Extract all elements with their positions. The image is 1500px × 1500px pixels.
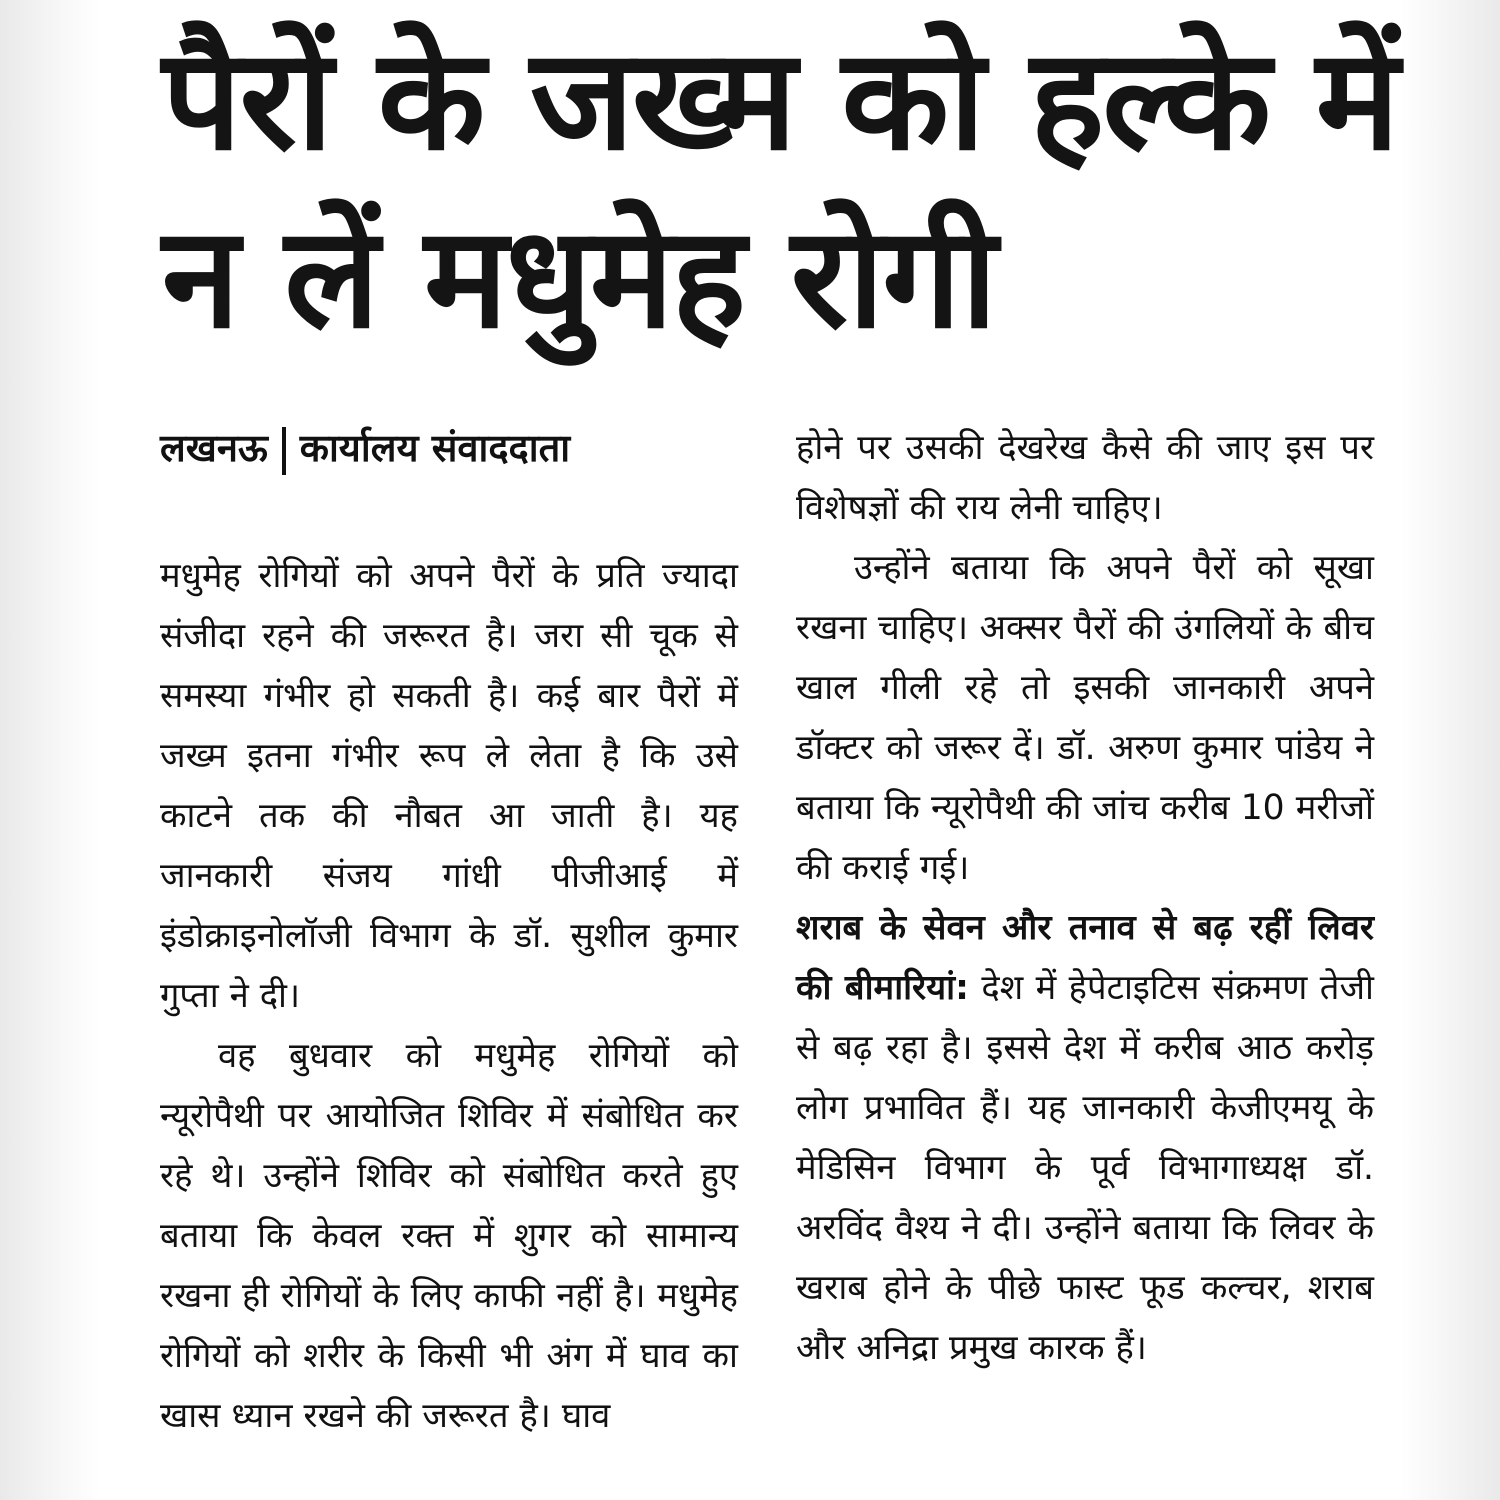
subheading-liver: शराब के सेवन और तनाव से बढ़ रहीं लिवर की बीमारियां: <box>796 908 1374 1008</box>
headline-line-2: न लें मधुमेह रोगी <box>162 197 996 360</box>
byline-reporter: कार्यालय संवाददाता <box>299 426 571 470</box>
right-column <box>796 418 1374 1378</box>
left-column <box>160 418 738 1446</box>
right-paragraph-3-text: देश में हेपेटाइटिस संक्रमण तेजी से बढ़ रहा है। इससे देश में करीब आठ करोड़ लोग प्रभावित हैं। यह जानकारी केजीएमयू के मेडिसिन विभाग के पूर्व विभागाध्यक्ष डॉ. अरविंद वैश्य ने दी। उन्होंने बताया कि लिवर के खराब होने के पीछे फास्ट फूड कल्चर, शराब और अनिद्रा प्रमुख कारक हैं। <box>796 968 1374 1368</box>
byline <box>160 418 738 478</box>
headline-line-1: पैरों के जख्म को हल्के में <box>162 19 1398 182</box>
left-paragraph-2: वह बुधवार को मधुमेह रोगियों को न्यूरोपैथी पर आयोजित शिविर में संबोधित कर रहे थे। उन्होंने शिविर को संबोधित करते हुए बताया कि केवल रक्त में शुगर को सामान्य रखना ही रोगियों के लिए काफी नहीं है। मधुमेह रोगियों को शरीर के किसी भी अंग में घाव का खास ध्यान रखने की जरूरत है। घाव <box>160 1036 738 1436</box>
right-paragraph-2: उन्होंने बताया कि अपने पैरों को सूखा रखना चाहिए। अक्सर पैरों की उंगलियों के बीच खाल गीली रहे तो इसकी जानकारी अपने डॉक्टर को जरूर दें। डॉ. अरुण कुमार पांडेय ने बताया कि न्यूरोपैथी की जांच करीब 10 मरीजों की कराई गई। <box>796 548 1374 888</box>
newspaper-clipping <box>100 0 1400 1500</box>
right-paragraph-3 <box>796 898 1374 1378</box>
left-paragraph-1: मधुमेह रोगियों को अपने पैरों के प्रति ज्यादा संजीदा रहने की जरूरत है। जरा सी चूक से समस्या गंभीर हो सकती है। कई बार पैरों में जख्म इतना गंभीर रूप ले लेता है कि उसे काटने तक की नौबत आ जाती है। यह जानकारी संजय गांधी पीजीआई में इंडोक्राइनोलॉजी विभाग के डॉ. सुशील कुमार गुप्ता ने दी। <box>160 556 738 1016</box>
headline <box>162 12 1398 368</box>
byline-city: लखनऊ <box>160 426 268 470</box>
right-paragraph-1: होने पर उसकी देखरेख कैसे की जाए इस पर विशेषज्ञों की राय लेनी चाहिए। <box>796 428 1374 528</box>
byline-separator <box>282 427 286 475</box>
